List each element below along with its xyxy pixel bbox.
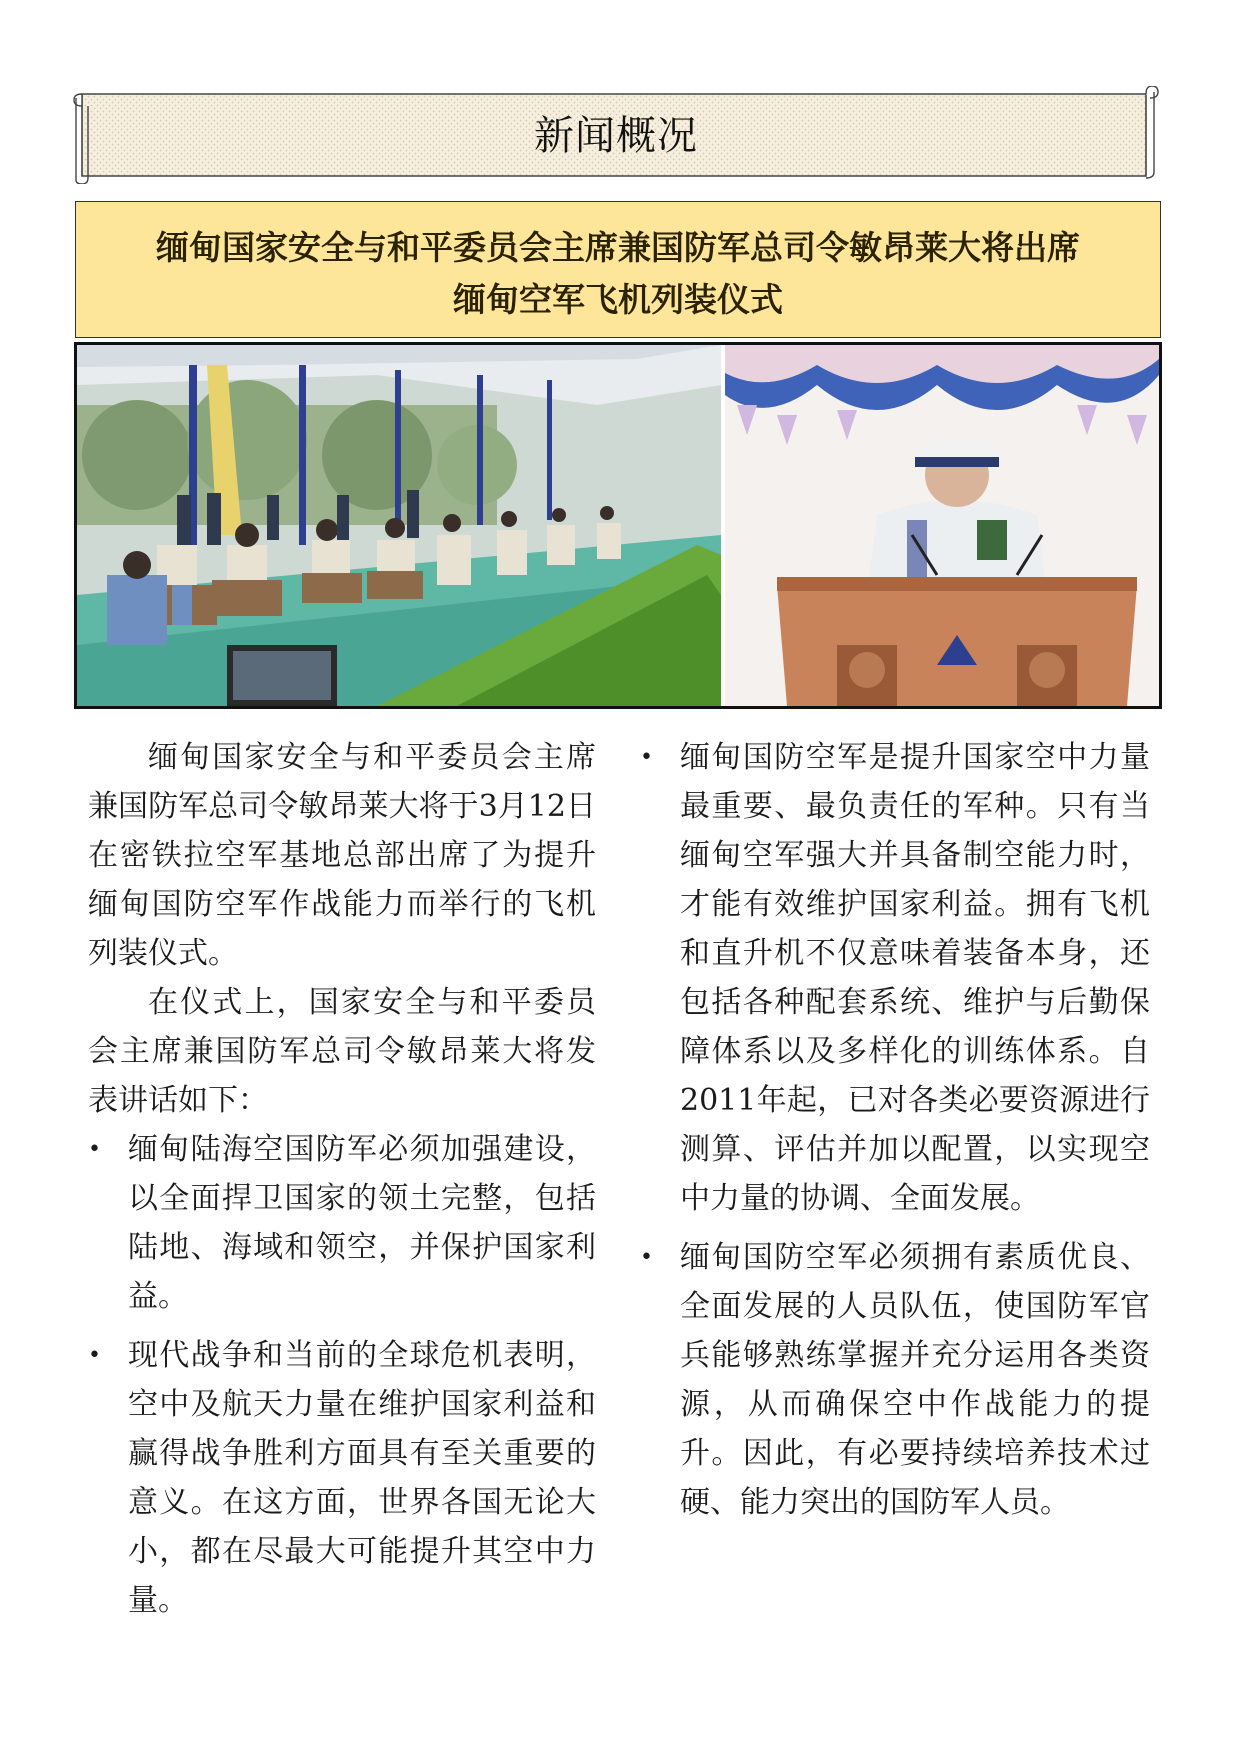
section-banner (72, 86, 1160, 184)
headline-box (75, 201, 1161, 338)
banner-title: 新闻概况 (534, 113, 698, 159)
headline-line-1: 缅甸国家安全与和平委员会主席兼国防军总司令敏昂莱大将出席 (156, 228, 1080, 267)
photo-strip (74, 342, 1162, 709)
headline-line-2: 缅甸空军飞机列装仪式 (453, 280, 783, 319)
bullet-item: • 缅甸陆海空国防军必须加强建设，以全面捍卫国家的领土完整，包括陆地、海域和领空，并保护国家利益。 (88, 1125, 596, 1321)
photo-audience (77, 345, 721, 706)
bullet-item: • 缅甸国防空军是提升国家空中力量最重要、最负责任的军种。只有当缅甸空军强大并具备制空能力时，才能有效维护国家利益。拥有飞机和直升机不仅意味着装备本身，还包括各种配套系统、维护与后勤保障体系以及多样化的训练体系。自2011年起，已对各类必要资源进行测算、评估并加以配置，以实现空中力量的协调、全面发展。 (640, 733, 1150, 1223)
bullet-item: • 缅甸国防空军必须拥有素质优良、全面发展的人员队伍，使国防军官兵能够熟练掌握并充分运用各类资源，从而确保空中作战能力的提升。因此，有必要持续培养技术过硬、能力突出的国防军人员。 (640, 1233, 1150, 1527)
speech-intro-paragraph: 在仪式上，国家安全与和平委员会主席兼国防军总司令敏昂莱大将发表讲话如下： (88, 985, 596, 1118)
article-right-column (640, 733, 1150, 1527)
article-left-column (88, 733, 596, 1625)
bullet-item: • 现代战争和当前的全球危机表明，空中及航天力量在维护国家利益和赢得战争胜利方面具有至关重要的意义。在这方面，世界各国无论大小，都在尽最大可能提升其空中力量。 (88, 1331, 596, 1625)
photo-speaker (725, 345, 1159, 706)
intro-paragraph: 缅甸国家安全与和平委员会主席兼国防军总司令敏昂莱大将于3月12日在密铁拉空军基地总部出席了为提升缅甸国防空军作战能力而举行的飞机列装仪式。 (88, 740, 596, 971)
